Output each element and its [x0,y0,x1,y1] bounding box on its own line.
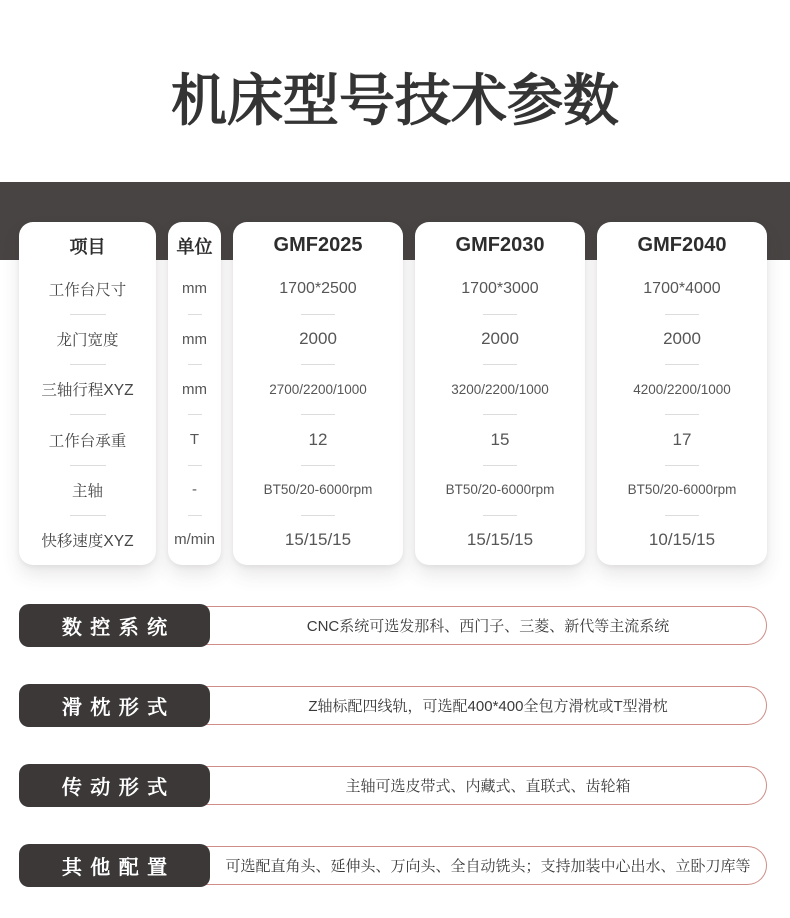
value-cell: 2000 [233,314,403,364]
column-items [19,222,156,565]
feature-description: 可选配直角头、延伸头、万向头、全自动铣头；支持加装中心出水、立卧刀库等 [19,846,767,885]
value-cell: 2000 [597,314,767,364]
column-header: 项目 [69,236,106,257]
unit-cell: - [168,465,221,515]
value-cell: 15/15/15 [233,515,403,565]
value-cell: 1700*3000 [461,279,539,297]
row-label: 快移速度XYZ [19,515,156,565]
column-gmf2025 [233,222,403,565]
unit-cell: mm [168,364,221,414]
value-cell: BT50/20-6000rpm [415,465,585,515]
page-title: 机床型号技术参数 [171,69,619,132]
unit-cell: mm [182,280,207,298]
column-header: GMF2040 [637,234,727,257]
feature-label-text: 传动形式 [61,776,176,799]
feature-list [0,604,790,887]
feature-row-ram-type [0,684,790,727]
column-gmf2030 [415,222,585,565]
spec-table-section [0,182,790,565]
feature-label [19,764,210,807]
value-cell: 2000 [415,314,585,364]
column-cells [19,264,156,565]
column-header: GMF2030 [455,234,545,257]
column-gmf2040 [597,222,767,565]
value-cell: 12 [233,414,403,464]
feature-description: 主轴可选皮带式、内藏式、直联式、齿轮箱 [19,766,767,805]
feature-description: Z轴标配四线轨，可选配400*400全包方滑枕或T型滑枕 [19,686,767,725]
column-header: 单位 [176,236,213,257]
value-cell: 4200/2200/1000 [597,364,767,414]
value-cell: 1700*2500 [279,279,357,297]
value-cell: 15/15/15 [415,515,585,565]
value-cell: 17 [597,414,767,464]
row-label: 龙门宽度 [19,314,156,364]
unit-cell: m/min [168,515,221,565]
column-header: GMF2025 [273,234,363,257]
row-label: 主轴 [19,465,156,515]
column-cells [597,264,767,565]
feature-label-text: 滑枕形式 [61,696,176,719]
value-cell: 2700/2200/1000 [233,364,403,414]
row-label: 工作台承重 [19,414,156,464]
column-cells [233,264,403,565]
feature-label [19,604,210,647]
unit-cell: T [168,414,221,464]
column-cells [168,264,221,565]
spec-cards [19,222,767,565]
feature-label [19,844,210,887]
value-cell: 3200/2200/1000 [415,364,585,414]
feature-description: CNC系统可选发那科、西门子、三菱、新代等主流系统 [19,606,767,645]
column-cells [415,264,585,565]
column-units [168,222,221,565]
row-label: 三轴行程XYZ [19,364,156,414]
value-cell: BT50/20-6000rpm [233,465,403,515]
feature-label-text: 数控系统 [61,616,176,639]
feature-row-transmission [0,764,790,807]
value-cell: BT50/20-6000rpm [597,465,767,515]
feature-label-text: 其他配置 [61,856,176,879]
value-cell: 10/15/15 [597,515,767,565]
feature-row-other-config [0,844,790,887]
value-cell: 15 [415,414,585,464]
row-label: 工作台尺寸 [48,281,127,299]
unit-cell: mm [168,314,221,364]
feature-row-cnc-system [0,604,790,647]
feature-label [19,684,210,727]
value-cell: 1700*4000 [643,279,721,297]
